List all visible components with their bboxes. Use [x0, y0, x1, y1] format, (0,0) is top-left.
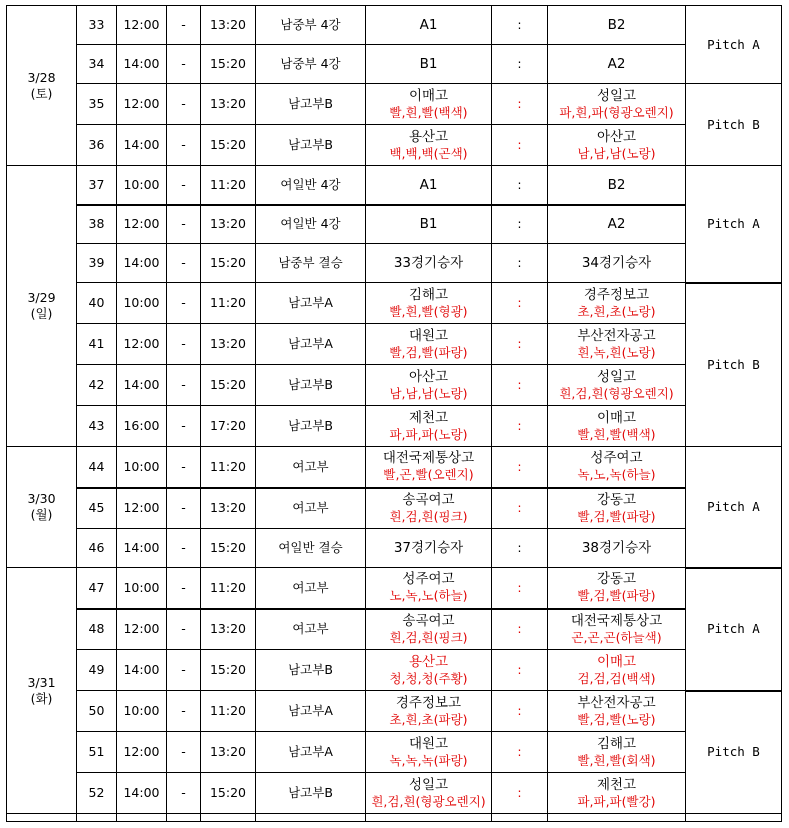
vs-separator: :	[492, 6, 548, 45]
end-time: 11:20	[201, 691, 256, 732]
home-team-name: 제천고	[408, 409, 449, 426]
start-time: 14:00	[117, 244, 167, 283]
division-label: 남중부 결승	[256, 244, 366, 283]
home-team-cell	[366, 84, 492, 125]
start-time: 14:00	[117, 529, 167, 568]
away-team-name: 부산전자공고	[577, 327, 656, 344]
match-number: 42	[77, 365, 117, 406]
end-time: 13:20	[201, 6, 256, 45]
division-label: 남중부 4강	[256, 6, 366, 45]
time-dash: -	[167, 365, 201, 406]
vs-separator: :	[492, 650, 548, 691]
match-schedule-table	[6, 5, 782, 822]
match-row	[7, 447, 782, 488]
away-uniform-colors: 남,남,남(노랑)	[577, 145, 656, 161]
away-team-cell	[548, 488, 686, 529]
end-time: 13:20	[201, 609, 256, 650]
start-time: 14:00	[117, 45, 167, 84]
start-time: 12:00	[117, 609, 167, 650]
vs-separator: :	[492, 283, 548, 324]
table-row-cutoff	[7, 814, 782, 822]
end-time: 11:20	[201, 166, 256, 205]
pitch-label: Pitch B	[686, 283, 782, 447]
away-team-name: B2	[607, 17, 626, 33]
date-cell	[7, 166, 77, 447]
home-uniform-colors: 녹,녹,녹(파랑)	[389, 752, 468, 768]
home-team-name: 대전국제통상고	[382, 450, 475, 467]
end-time: 15:20	[201, 773, 256, 814]
match-row	[7, 324, 782, 365]
home-team-name: A1	[419, 176, 438, 193]
date-label: 3/30	[27, 491, 56, 506]
end-time: 13:20	[201, 324, 256, 365]
match-number: 46	[77, 529, 117, 568]
home-team-cell	[366, 732, 492, 773]
away-team-cell	[548, 244, 686, 283]
away-team-name: 34경기승자	[581, 255, 652, 271]
home-team-cell	[366, 406, 492, 447]
start-time: 10:00	[117, 691, 167, 732]
match-row	[7, 166, 782, 205]
home-team-cell	[366, 529, 492, 568]
home-team-cell	[366, 283, 492, 324]
away-team-cell	[548, 732, 686, 773]
away-uniform-colors: 흰,검,흰(형광오렌지)	[559, 385, 674, 401]
match-row	[7, 125, 782, 166]
time-dash: -	[167, 6, 201, 45]
home-team-name: 대원고	[408, 327, 449, 344]
away-team-cell	[548, 324, 686, 365]
start-time: 12:00	[117, 84, 167, 125]
division-label: 여일반 4강	[256, 166, 366, 205]
home-uniform-colors: 노,녹,노(하늘)	[389, 588, 468, 604]
end-time: 11:20	[201, 447, 256, 488]
vs-separator: :	[492, 447, 548, 488]
match-number: 36	[77, 125, 117, 166]
home-team-cell	[366, 773, 492, 814]
date-cell	[7, 6, 77, 166]
date-cell	[7, 447, 77, 568]
home-team-name: 이매고	[408, 87, 449, 104]
away-team-cell	[548, 283, 686, 324]
empty-cell	[167, 814, 201, 822]
empty-cell	[686, 814, 782, 822]
match-number: 34	[77, 45, 117, 84]
away-team-name: 대전국제통상고	[570, 612, 663, 629]
time-dash: -	[167, 406, 201, 447]
division-label: 남고부A	[256, 732, 366, 773]
vs-separator: :	[492, 488, 548, 529]
empty-cell	[256, 814, 366, 822]
start-time: 14:00	[117, 773, 167, 814]
home-team-cell	[366, 650, 492, 691]
match-number: 49	[77, 650, 117, 691]
away-team-name: 제천고	[596, 776, 637, 793]
away-uniform-colors: 흰,녹,흰(노랑)	[577, 344, 656, 360]
pitch-label: Pitch A	[686, 166, 782, 283]
away-team-name: 아산고	[596, 128, 637, 145]
home-team-cell	[366, 691, 492, 732]
vs-separator: :	[492, 568, 548, 609]
division-label: 남고부A	[256, 324, 366, 365]
away-uniform-colors: 빨,검,빨(노랑)	[577, 711, 656, 727]
home-team-cell	[366, 205, 492, 244]
start-time: 16:00	[117, 406, 167, 447]
match-number: 33	[77, 6, 117, 45]
away-uniform-colors: 파,파,파(빨강)	[577, 793, 656, 809]
away-team-cell	[548, 568, 686, 609]
vs-separator: :	[492, 244, 548, 283]
match-number: 39	[77, 244, 117, 283]
match-row	[7, 691, 782, 732]
home-team-name: 33경기승자	[393, 255, 464, 271]
away-team-cell	[548, 529, 686, 568]
home-team-name: 용산고	[408, 128, 449, 145]
start-time: 10:00	[117, 568, 167, 609]
away-team-name: 강동고	[596, 571, 637, 588]
match-number: 44	[77, 447, 117, 488]
vs-separator: :	[492, 529, 548, 568]
empty-cell	[117, 814, 167, 822]
vs-separator: :	[492, 609, 548, 650]
pitch-label: Pitch A	[686, 447, 782, 568]
away-uniform-colors: 곤,곤,곤(하늘색)	[571, 629, 662, 645]
vs-separator: :	[492, 732, 548, 773]
match-number: 40	[77, 283, 117, 324]
away-team-name: A2	[607, 56, 626, 72]
weekday-label: (토)	[30, 85, 53, 101]
away-team-name: 성주여고	[590, 450, 643, 467]
home-team-cell	[366, 244, 492, 283]
division-label: 남고부B	[256, 773, 366, 814]
vs-separator: :	[492, 45, 548, 84]
end-time: 15:20	[201, 650, 256, 691]
end-time: 15:20	[201, 45, 256, 84]
start-time: 12:00	[117, 732, 167, 773]
home-team-name: 용산고	[408, 653, 449, 670]
home-team-cell	[366, 488, 492, 529]
time-dash: -	[167, 732, 201, 773]
pitch-label: Pitch B	[686, 691, 782, 814]
away-team-cell	[548, 166, 686, 205]
away-uniform-colors: 초,흰,초(노랑)	[577, 303, 656, 319]
time-dash: -	[167, 691, 201, 732]
vs-separator: :	[492, 84, 548, 125]
match-number: 51	[77, 732, 117, 773]
end-time: 15:20	[201, 125, 256, 166]
start-time: 12:00	[117, 205, 167, 244]
home-team-cell	[366, 6, 492, 45]
vs-separator: :	[492, 406, 548, 447]
match-row	[7, 205, 782, 244]
empty-cell	[7, 814, 77, 822]
match-row	[7, 773, 782, 814]
vs-separator: :	[492, 773, 548, 814]
start-time: 12:00	[117, 488, 167, 529]
match-number: 37	[77, 166, 117, 205]
division-label: 남고부B	[256, 125, 366, 166]
away-team-cell	[548, 205, 686, 244]
pitch-label: Pitch A	[686, 568, 782, 691]
time-dash: -	[167, 205, 201, 244]
home-team-name: 37경기승자	[393, 540, 464, 556]
match-row	[7, 283, 782, 324]
away-team-name: 성일고	[596, 87, 637, 104]
away-team-name: A2	[607, 216, 626, 233]
home-team-name: 송곡여고	[402, 612, 455, 629]
home-team-cell	[366, 324, 492, 365]
home-team-name: 경주정보고	[395, 694, 462, 711]
match-row	[7, 488, 782, 529]
match-row	[7, 650, 782, 691]
home-team-cell	[366, 609, 492, 650]
match-row	[7, 45, 782, 84]
schedule-body	[7, 6, 782, 822]
home-team-name: 성주여고	[402, 571, 455, 588]
division-label: 남고부B	[256, 406, 366, 447]
home-team-name: 김해고	[408, 286, 449, 303]
away-team-cell	[548, 773, 686, 814]
away-team-name: 이매고	[596, 653, 637, 670]
away-team-name: 부산전자공고	[577, 694, 656, 711]
weekday-label: (화)	[30, 690, 53, 706]
home-team-name: 송곡여고	[402, 491, 455, 508]
time-dash: -	[167, 166, 201, 205]
start-time: 14:00	[117, 365, 167, 406]
match-number: 47	[77, 568, 117, 609]
vs-separator: :	[492, 691, 548, 732]
away-uniform-colors: 빨,검,빨(파랑)	[577, 508, 656, 524]
start-time: 10:00	[117, 283, 167, 324]
time-dash: -	[167, 324, 201, 365]
away-team-name: B2	[607, 176, 626, 193]
match-number: 48	[77, 609, 117, 650]
home-team-name: B1	[419, 216, 438, 233]
time-dash: -	[167, 447, 201, 488]
start-time: 14:00	[117, 125, 167, 166]
away-team-cell	[548, 447, 686, 488]
match-row	[7, 406, 782, 447]
pitch-label: Pitch B	[686, 84, 782, 166]
match-row	[7, 365, 782, 406]
away-team-cell	[548, 691, 686, 732]
match-row	[7, 609, 782, 650]
end-time: 15:20	[201, 365, 256, 406]
home-team-name: A1	[419, 17, 438, 33]
away-team-cell	[548, 650, 686, 691]
division-label: 남고부A	[256, 283, 366, 324]
away-team-cell	[548, 609, 686, 650]
empty-cell	[201, 814, 256, 822]
home-uniform-colors: 백,백,백(곤색)	[389, 145, 468, 161]
division-label: 남고부B	[256, 365, 366, 406]
date-label: 3/29	[27, 290, 56, 305]
vs-separator: :	[492, 365, 548, 406]
start-time: 12:00	[117, 324, 167, 365]
away-uniform-colors: 검,검,검(백색)	[577, 670, 656, 686]
home-team-cell	[366, 447, 492, 488]
end-time: 13:20	[201, 84, 256, 125]
end-time: 11:20	[201, 283, 256, 324]
away-uniform-colors: 녹,노,녹(하늘)	[577, 467, 656, 483]
match-number: 41	[77, 324, 117, 365]
away-team-name: 경주정보고	[583, 286, 650, 303]
home-team-cell	[366, 166, 492, 205]
away-team-cell	[548, 6, 686, 45]
home-team-name: 성일고	[408, 776, 449, 793]
end-time: 15:20	[201, 244, 256, 283]
vs-separator: :	[492, 205, 548, 244]
start-time: 14:00	[117, 650, 167, 691]
match-row	[7, 84, 782, 125]
time-dash: -	[167, 529, 201, 568]
weekday-label: (일)	[30, 306, 53, 321]
date-label: 3/28	[27, 69, 56, 85]
match-row	[7, 6, 782, 45]
away-team-name: 김해고	[596, 735, 637, 752]
away-team-name: 성일고	[596, 368, 637, 385]
pitch-label: Pitch A	[686, 6, 782, 84]
division-label: 여고부	[256, 447, 366, 488]
match-row	[7, 568, 782, 609]
home-uniform-colors: 빨,곤,빨(오렌지)	[383, 467, 474, 483]
vs-separator: :	[492, 166, 548, 205]
home-uniform-colors: 초,흰,초(파랑)	[389, 711, 468, 727]
away-uniform-colors: 빨,검,빨(파랑)	[577, 588, 656, 604]
division-label: 남고부A	[256, 691, 366, 732]
home-uniform-colors: 청,청,청(주황)	[389, 670, 468, 686]
home-team-name: 아산고	[408, 368, 449, 385]
division-label: 남고부B	[256, 650, 366, 691]
division-label: 여일반 결승	[256, 529, 366, 568]
home-team-cell	[366, 45, 492, 84]
home-team-cell	[366, 568, 492, 609]
time-dash: -	[167, 244, 201, 283]
division-label: 여고부	[256, 609, 366, 650]
home-uniform-colors: 흰,검,흰(핑크)	[389, 508, 468, 524]
home-uniform-colors: 파,파,파(노랑)	[389, 426, 468, 442]
vs-separator: :	[492, 125, 548, 166]
match-number: 43	[77, 406, 117, 447]
away-team-name: 강동고	[596, 491, 637, 508]
away-team-name: 이매고	[596, 409, 637, 426]
time-dash: -	[167, 283, 201, 324]
home-uniform-colors: 빨,흰,빨(백색)	[389, 104, 468, 120]
match-number: 52	[77, 773, 117, 814]
weekday-label: (월)	[30, 507, 53, 522]
match-number: 35	[77, 84, 117, 125]
start-time: 10:00	[117, 447, 167, 488]
match-row	[7, 244, 782, 283]
home-uniform-colors: 남,남,남(노랑)	[389, 385, 468, 401]
end-time: 17:20	[201, 406, 256, 447]
time-dash: -	[167, 125, 201, 166]
home-uniform-colors: 흰,검,흰(형광오렌지)	[371, 793, 486, 809]
end-time: 15:20	[201, 529, 256, 568]
match-number: 45	[77, 488, 117, 529]
match-row	[7, 732, 782, 773]
empty-cell	[492, 814, 548, 822]
empty-cell	[77, 814, 117, 822]
end-time: 13:20	[201, 488, 256, 529]
match-row	[7, 529, 782, 568]
away-team-cell	[548, 84, 686, 125]
home-uniform-colors: 빨,검,빨(파랑)	[389, 344, 468, 360]
start-time: 12:00	[117, 6, 167, 45]
date-label: 3/31	[27, 674, 56, 690]
home-team-name: 대원고	[408, 735, 449, 752]
away-uniform-colors: 빨,흰,빨(회색)	[577, 752, 656, 768]
division-label: 여일반 4강	[256, 205, 366, 244]
division-label: 여고부	[256, 488, 366, 529]
away-uniform-colors: 빨,흰,빨(백색)	[577, 426, 656, 442]
end-time: 11:20	[201, 568, 256, 609]
time-dash: -	[167, 609, 201, 650]
time-dash: -	[167, 84, 201, 125]
division-label: 남고부B	[256, 84, 366, 125]
home-uniform-colors: 빨,흰,빨(형광)	[389, 303, 468, 319]
home-team-cell	[366, 125, 492, 166]
away-team-name: 38경기승자	[581, 540, 652, 556]
time-dash: -	[167, 650, 201, 691]
end-time: 13:20	[201, 732, 256, 773]
home-team-cell	[366, 365, 492, 406]
time-dash: -	[167, 488, 201, 529]
away-team-cell	[548, 45, 686, 84]
away-uniform-colors: 파,흰,파(형광오렌지)	[559, 104, 674, 120]
date-cell	[7, 568, 77, 814]
away-team-cell	[548, 365, 686, 406]
match-number: 38	[77, 205, 117, 244]
empty-cell	[366, 814, 492, 822]
time-dash: -	[167, 568, 201, 609]
home-uniform-colors: 흰,검,흰(핑크)	[389, 629, 468, 645]
time-dash: -	[167, 773, 201, 814]
end-time: 13:20	[201, 205, 256, 244]
vs-separator: :	[492, 324, 548, 365]
away-team-cell	[548, 125, 686, 166]
match-number: 50	[77, 691, 117, 732]
home-team-name: B1	[419, 56, 438, 72]
division-label: 남중부 4강	[256, 45, 366, 84]
division-label: 여고부	[256, 568, 366, 609]
empty-cell	[548, 814, 686, 822]
away-team-cell	[548, 406, 686, 447]
time-dash: -	[167, 45, 201, 84]
start-time: 10:00	[117, 166, 167, 205]
